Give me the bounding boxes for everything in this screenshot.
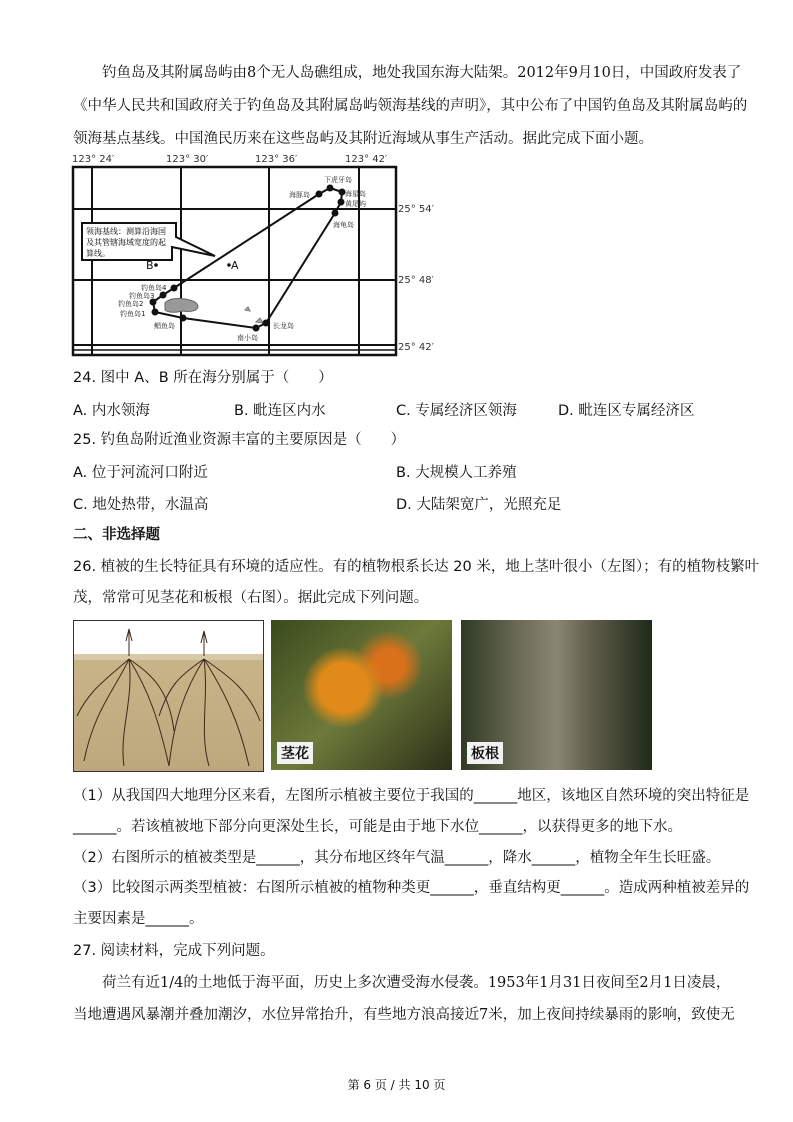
lon-label: 123° 36′ <box>255 154 298 165</box>
q26-line: 26. 植被的生长特征具有环境的适应性。有的植物根系长达 20 米，地上茎叶很小（左图）；有的植物枝繁叶 <box>73 559 760 575</box>
q27-stem: 27. 阅读材料，完成下列问题。 <box>73 943 275 959</box>
island-label: 钓鱼岛3 <box>129 292 155 300</box>
section-heading: 二、非选择题 <box>73 527 160 543</box>
q24-stem: 24. 图中 A、B 所在海分别属于（ ） <box>73 370 333 386</box>
q27-line: 荷兰有近1/4的土地低于海平面，历史上多次遭受海水侵袭。1953年1月31日夜间至2月1日凌晨， <box>102 975 731 991</box>
buttress-root-photo <box>461 620 652 770</box>
q25-option-b[interactable]: B. 大规模人工养殖 <box>396 465 517 481</box>
lon-label: 123° 42′ <box>345 154 388 165</box>
callout-line: 及其管辖海域宽度的起 <box>86 238 166 247</box>
diaoyu-baseline-map <box>70 150 450 360</box>
q26-line: 茂，常常可见茎花和板根（右图）。据此完成下列问题。 <box>73 590 429 606</box>
lon-label: 123° 30′ <box>166 154 209 165</box>
q25-option-a[interactable]: A. 位于河流河口附近 <box>73 465 208 481</box>
diaoyu-island-shape <box>165 299 198 313</box>
intro-line: 领海基点基线。中国渔民历来在这些岛屿及其附近海域从事生产活动。据此完成下面小题。 <box>73 131 653 147</box>
q24-option-a[interactable]: A. 内水领海 <box>73 403 150 419</box>
q25-option-c[interactable]: C. 地处热带，水温高 <box>73 497 209 513</box>
island-label: 南小岛 <box>237 334 258 342</box>
photo-label-buttress: 板根 <box>467 742 503 764</box>
lat-label: 25° 48′ <box>398 275 434 286</box>
island-label: 长龙岛 <box>273 322 294 330</box>
callout-line: 算线。 <box>86 249 110 258</box>
lat-label: 25° 54′ <box>398 204 434 215</box>
q26-sub-line: ______。若该植被地下部分向更深处生长，可能是由于地下水位______，以获得更多的地下水。 <box>73 819 682 835</box>
root-system-drawing <box>74 621 263 771</box>
point-a-label: A <box>231 259 239 272</box>
island-label: 鲳鱼岛 <box>154 322 175 330</box>
island-label: 钓鱼岛1 <box>120 310 146 318</box>
lat-label: 25° 42′ <box>398 342 434 353</box>
q26-sub-line: （3）比较图示两类型植被：右图所示植被的植物种类更______，垂直结构更______。造成两种植被差异的 <box>73 880 750 896</box>
photo-label-cauliflory: 茎花 <box>277 742 313 764</box>
root-system-photo <box>73 620 264 772</box>
q26-sub-line: 主要因素是______。 <box>73 911 204 927</box>
cauliflory-photo <box>271 620 452 770</box>
callout <box>82 223 215 260</box>
island-label: 钓鱼岛2 <box>118 300 144 308</box>
q26-sub-line: （1）从我国四大地理分区来看，左图所示植被主要位于我国的______地区，该地区自然环境的突出特征是 <box>73 788 750 804</box>
island-label: 下虎牙岛 <box>324 176 352 184</box>
q24-option-b[interactable]: B. 毗连区内水 <box>234 403 326 419</box>
island-label: 钓鱼岛4 <box>141 284 167 292</box>
intro-line: 《中华人民共和国政府关于钓鱼岛及其附属岛屿领海基线的声明》，其中公布了中国钓鱼岛及其附属岛屿的 <box>73 98 748 114</box>
island-label: 海豚岛 <box>289 191 310 199</box>
page-footer: 第 6 页 / 共 10 页 <box>347 1078 446 1092</box>
island-label: 海星岛 <box>345 190 366 198</box>
q27-line: 当地遭遇风暴潮并叠加潮汐，水位异常抬升，有些地方浪高接近7米，加上夜间持续暴雨的影响，致使无 <box>73 1007 735 1023</box>
island-label: 海龟岛 <box>333 221 354 229</box>
q26-sub-line: （2）右图所示的植被类型是______，其分布地区终年气温______，降水______，植物全年生长旺盛。 <box>73 850 721 866</box>
callout-line: 领海基线：测算沿海国 <box>86 227 166 236</box>
q25-option-d[interactable]: D. 大陆架宽广，光照充足 <box>396 497 562 513</box>
q25-stem: 25. 钓鱼岛附近渔业资源丰富的主要原因是（ ） <box>73 432 406 448</box>
lon-label: 123° 24′ <box>72 154 115 165</box>
small-island-shapes <box>245 307 263 323</box>
point-b-label: B <box>146 259 154 272</box>
intro-line: 钓鱼岛及其附属岛屿由8个无人岛礁组成，地处我国东海大陆架。2012年9月10日，中国政府发表了 <box>102 65 742 81</box>
q24-option-c[interactable]: C. 专属经济区领海 <box>396 403 517 419</box>
island-label: 黄尾屿 <box>345 200 366 208</box>
q24-option-d[interactable]: D. 毗连区专属经济区 <box>558 403 695 419</box>
